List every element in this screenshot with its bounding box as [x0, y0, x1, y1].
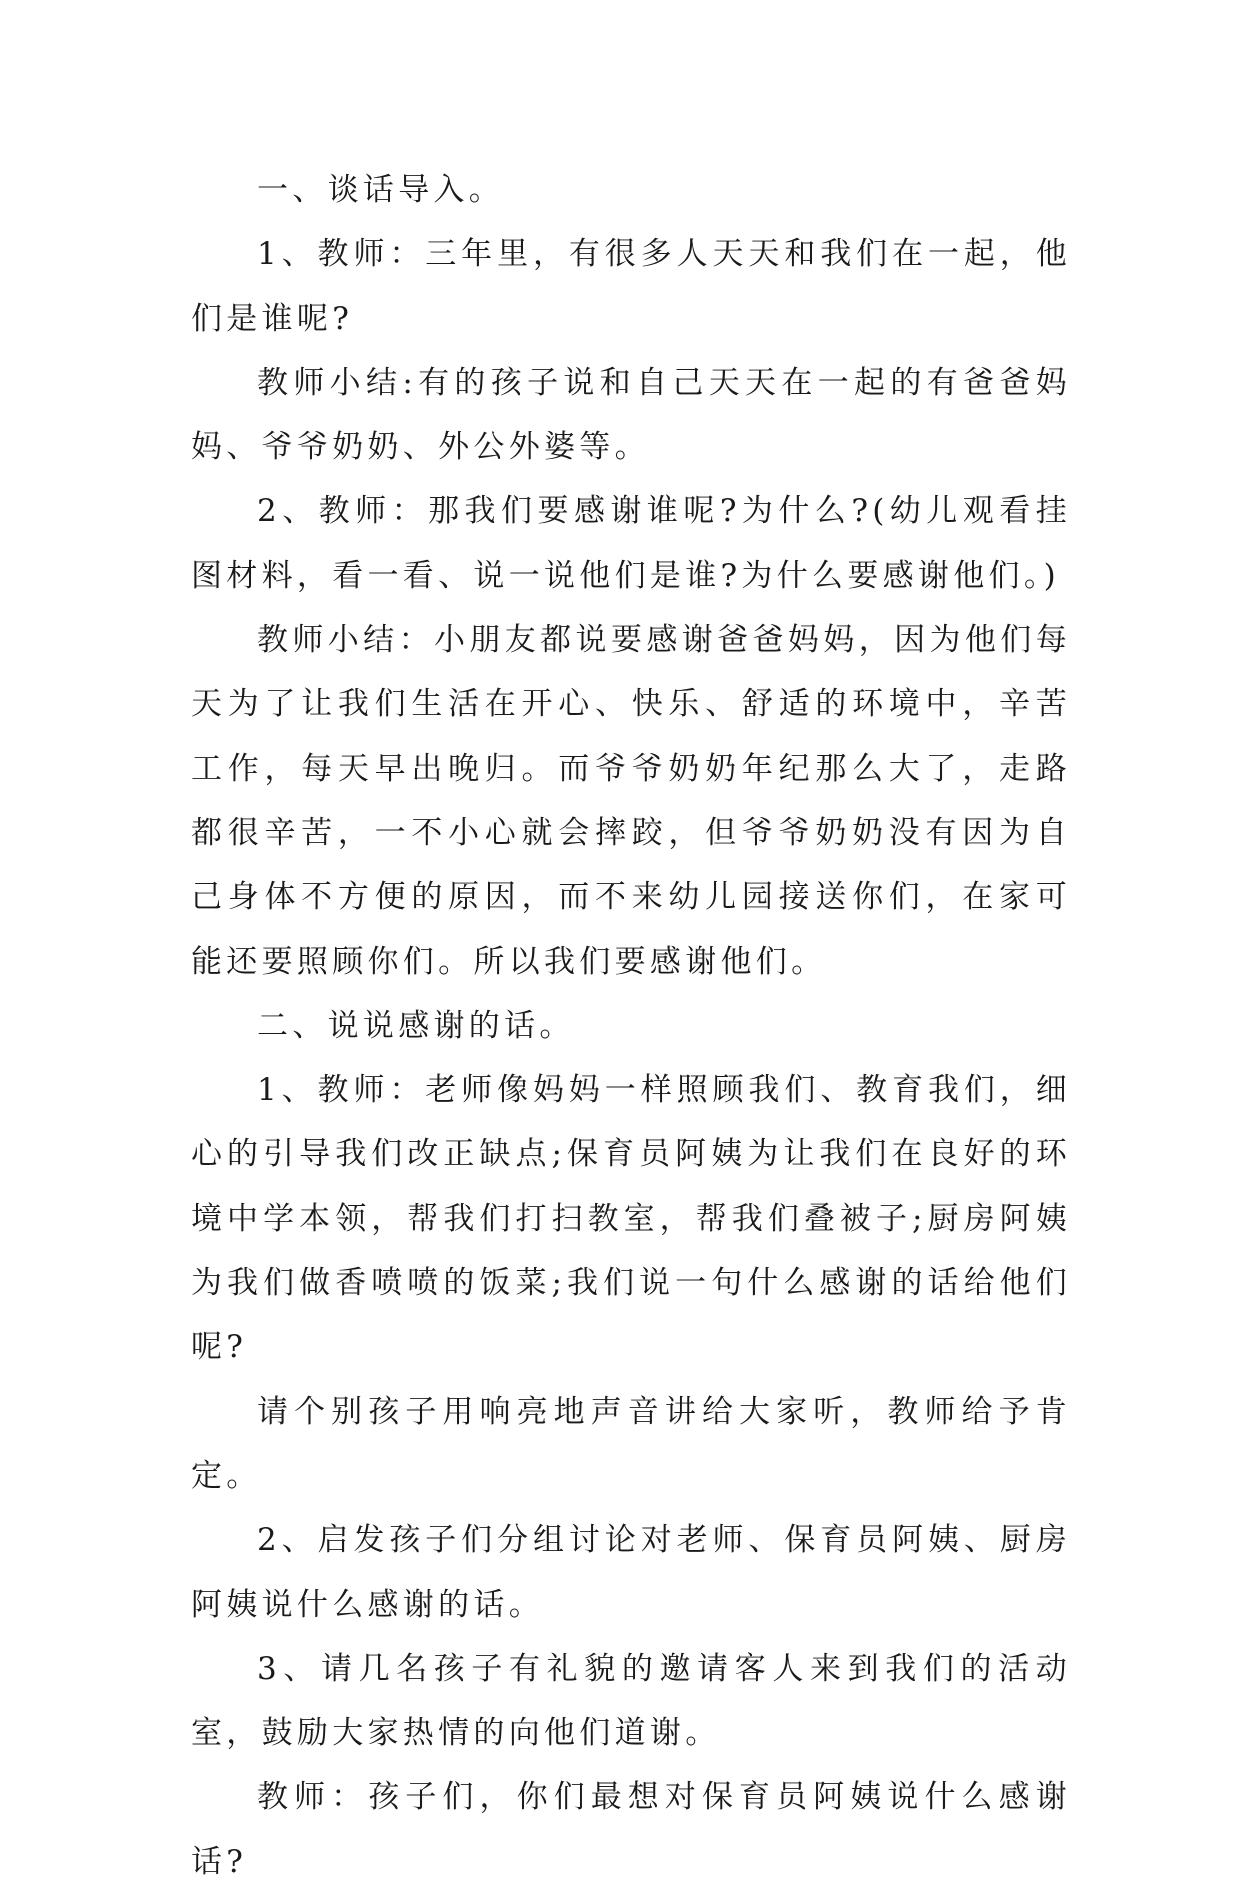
section-heading-2: 二、说说感谢的话。	[257, 1007, 575, 1044]
paragraph-9: 教师：孩子们，你们最想对保育员阿姨说什么感谢话?	[191, 1779, 1071, 1880]
paragraph-2: 教师小结:有的孩子说和自己天天在一起的有爸爸妈妈、爷爷奶奶、外公外婆等。	[191, 364, 1071, 466]
paragraph-8: 3、请几名孩子有礼貌的邀请客人来到我们的活动室，鼓励大家热情的向他们道谢。	[191, 1650, 1071, 1752]
document-body	[191, 158, 1071, 1894]
paragraph-4: 教师小结：小朋友都说要感谢爸爸妈妈，因为他们每天为了让我们生活在开心、快乐、舒适的环境中，辛苦工作，每天早出晚归。而爷爷奶奶年纪那么大了，走路都很辛苦，一不小心就会摔跤，但爷爷奶奶没有因为自己身体不方便的原因，而不来幼儿园接送你们，在家可能还要照顾你们。所以我们要感谢他们。	[191, 622, 1071, 980]
paragraph-5: 1、教师：老师像妈妈一样照顾我们、教育我们，细心的引导我们改正缺点;保育员阿姨为让我们在良好的环境中学本领，帮我们打扫教室，帮我们叠被子;厨房阿姨为我们做香喷喷的饭菜;我们说一句什么感谢的话给他们呢?	[191, 1072, 1071, 1366]
paragraph-1: 1、教师：三年里，有很多人天天和我们在一起，他们是谁呢?	[191, 236, 1071, 337]
section-heading-1: 一、谈话导入。	[257, 172, 505, 208]
paragraph-7: 2、启发孩子们分组讨论对老师、保育员阿姨、厨房阿姨说什么感谢的话。	[191, 1522, 1071, 1623]
paragraph-6: 请个别孩子用响亮地声音讲给大家听，教师给予肯定。	[191, 1393, 1071, 1494]
paragraph-3: 2、教师：那我们要感谢谁呢?为什么?(幼儿观看挂图材料，看一看、说一说他们是谁?为什么要感谢他们。)	[191, 493, 1071, 594]
